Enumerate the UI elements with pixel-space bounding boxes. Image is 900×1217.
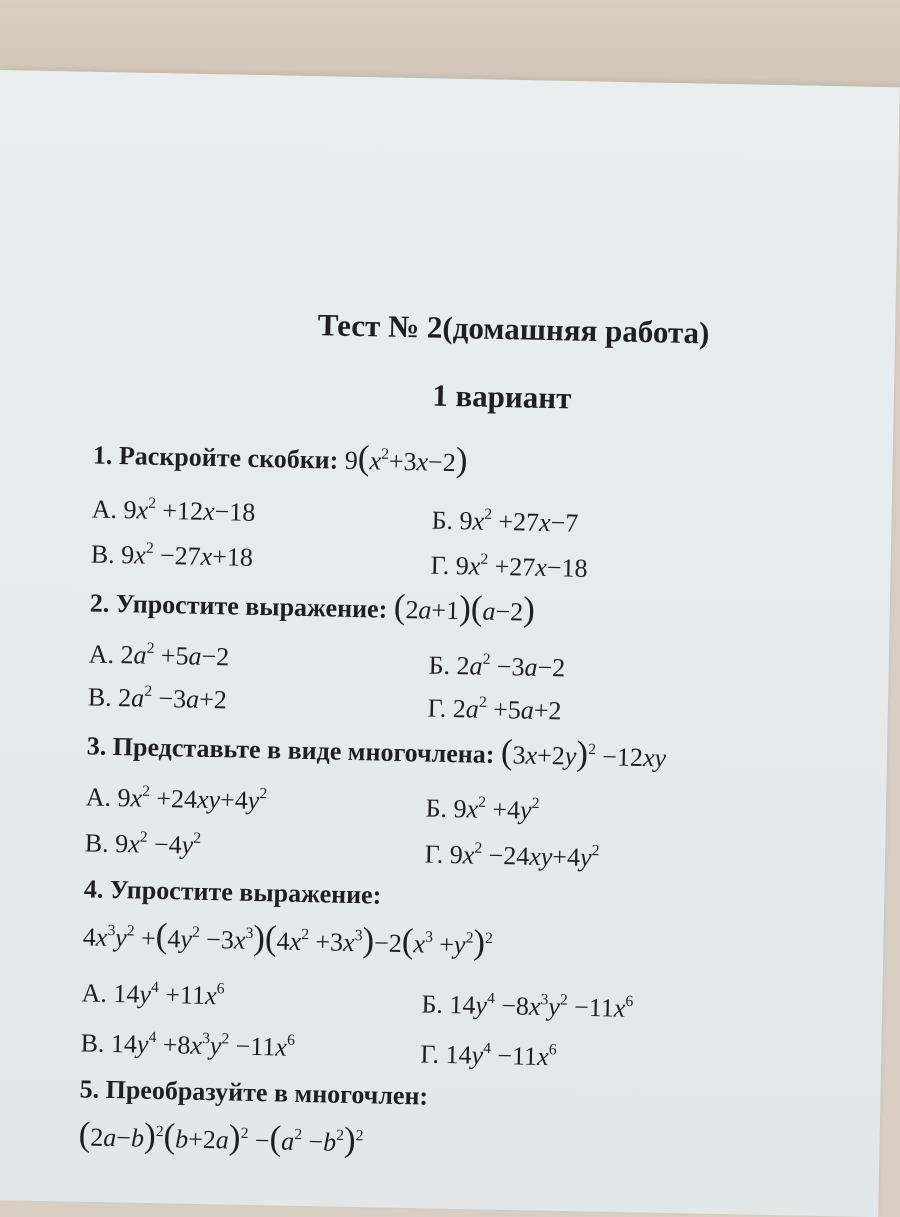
q4-option-g: Г. $14y^4 -11x^6$ (420, 1039, 557, 1072)
q3-option-v: В. $9x^2 -4y^2$ (84, 828, 202, 860)
question-1 (93, 440, 468, 478)
question-4-expression: $4x^3y^2 +(4y^2 -3x^3)(4x^2 +3x^3)-2(x^3 +y^2)^2$ (82, 915, 494, 962)
test-title: Тест № 2(домашняя работа) (317, 307, 710, 351)
question-3-expression: $(3x+2y)^2 -12xy$ (500, 732, 667, 773)
q1-option-a: А. $9x^2 +12x-18$ (91, 494, 256, 527)
q1-option-v: В. $9x^2 -27x+18$ (90, 539, 254, 572)
q3-option-g: Г. $9x^2 -24xy+4y^2$ (424, 839, 600, 873)
q3-option-b: Б. $9x^2 +4y^2$ (425, 793, 540, 825)
q4-option-b: Б. $14y^4 -8x^3y^2 -11x^6$ (421, 989, 634, 1023)
question-1-label: 1. Раскройте скобки: (92, 440, 339, 475)
question-5-expression: $(2a-b)^2(b+2a)^2 -(a^2 -b^2)^2$ (78, 1114, 364, 1160)
q1-option-g: Г. $9x^2 +27x-18$ (430, 550, 588, 583)
q3-option-a: А. $9x^2 +24xy+4y^2$ (85, 782, 268, 816)
q4-option-a: А. $14y^4 +11x^6$ (81, 978, 225, 1011)
question-2-expression: (2a+1)(a−2) (393, 586, 536, 629)
q4-option-v: В. $14y^4 +8x^3y^2 -11x^6$ (80, 1028, 296, 1062)
variant-title: 1 вариант (431, 377, 572, 416)
q1-option-b: Б. $9x^2 +27x-7$ (431, 505, 579, 538)
question-2 (90, 588, 536, 627)
q2-option-v: В. $2a^2 -3a+2$ (87, 682, 228, 715)
q2-option-g: Г. $2a^2 +5a+2$ (427, 693, 562, 726)
q2-option-b: Б. $2a^2 -3a-2$ (428, 650, 566, 683)
question-3 (87, 731, 667, 773)
question-2-label: 2. Упростите выражение: (89, 588, 388, 624)
question-1-expression: $9(x^2+3x-2)$ (344, 438, 468, 480)
question-3-label: 3. Представьте в виде многочлена: (86, 731, 495, 769)
question-4-label: 4. Упростите выражение: (83, 874, 382, 910)
q2-option-a: А. $2a^2 +5a-2$ (88, 639, 230, 672)
question-5-label: 5. Преобразуйте в многочлен: (79, 1074, 429, 1111)
